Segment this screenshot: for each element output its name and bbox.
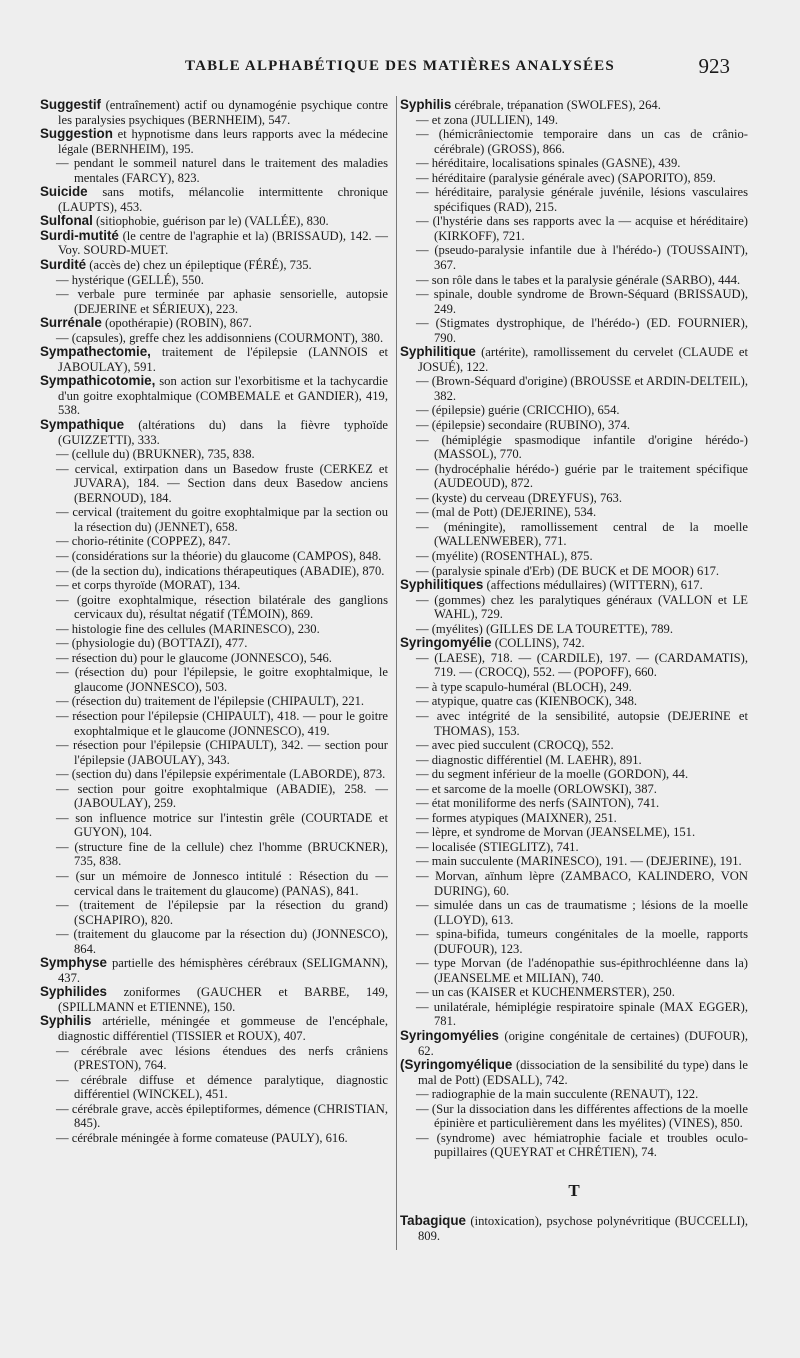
index-entry — [408, 593, 748, 622]
index-entry — [408, 127, 748, 156]
entry-text: — (myélite) (ROSENTHAL), 875. — [416, 548, 593, 563]
entry-headword: Syringomyélies — [400, 1028, 499, 1043]
index-entry — [408, 185, 748, 214]
entry-text: — héréditaire, paralysie générale juvénile, lésions vasculaires spécifiques (RAD), 215. — [416, 185, 748, 214]
entry-text: — état moniliforme des nerfs (SAINTON), 741. — [416, 796, 660, 811]
index-entry — [408, 505, 748, 520]
entry-text: — atypique, quatre cas (KIENBOCK), 348. — [416, 694, 638, 709]
index-entry — [48, 534, 388, 549]
index-entry — [408, 287, 748, 316]
index-entry — [408, 1131, 748, 1160]
entry-text: — Morvan, aïnhum lèpre (ZAMBACO, KALINDERO, VON DURING), 60. — [416, 868, 748, 898]
index-entry — [48, 593, 388, 622]
entry-text: cérébrale, trépanation (SWOLFES), 264. — [454, 98, 661, 112]
entry-text: — héréditaire, localisations spinales (GASNE), 439. — [416, 156, 681, 171]
entry-text: — (épilepsie) guérie (CRICCHIO), 654. — [416, 403, 620, 418]
entry-text: — (LAESE), 718. — (CARDILE), 197. — (CARDAMATIS), 719. — (CROCQ), 552. — (POPOFF), 660. — [416, 650, 748, 680]
entry-text: — (paralysie spinale d'Erb) (DE BUCK et DE MOOR) 617. — [416, 563, 720, 578]
index-entry — [48, 564, 388, 579]
entry-text: — radiographie de la main succulente (RENAUT), 122. — [416, 1087, 699, 1102]
index-entry — [408, 927, 748, 956]
index-entry — [408, 564, 748, 579]
entry-text: — à type scapulo-huméral (BLOCH), 249. — [416, 679, 632, 694]
entry-text: — verbale pure terminée par aphasie sensorielle, autopsie (DEJERINE et SÉRIEUX), 223. — [56, 287, 388, 316]
entry-text: — spinale, double syndrome de Brown-Séquard (BRISSAUD), 249. — [416, 287, 748, 316]
entry-text: — (hydrocéphalie hérédo-) guérie par le traitement spécifique (AUDEOUD), 872. — [416, 461, 748, 491]
entry-text: — pendant le sommeil naturel dans le traitement des maladies mentales (FARCY), 823. — [56, 156, 388, 185]
index-entry — [408, 869, 748, 898]
index-entry — [48, 1044, 388, 1073]
index-entry — [400, 578, 748, 593]
index-entry — [408, 985, 748, 1000]
entry-text: — simulée dans un cas de traumatisme ; lésions de la moelle (LLOYD), 613. — [416, 898, 748, 927]
entry-text: — et sarcome de la moelle (ORLOWSKI), 387. — [416, 781, 657, 796]
index-entry — [408, 418, 748, 433]
entry-text: — lèpre, et syndrome de Morvan (JEANSELME), 151. — [416, 825, 696, 840]
index-entry — [400, 345, 748, 374]
entry-headword: Syphilitique — [400, 344, 476, 360]
entry-text: — localisée (STIEGLITZ), 741. — [416, 839, 579, 854]
entry-headword: Syphilitiques — [400, 577, 484, 593]
index-entry — [40, 956, 388, 985]
entry-text: — cérébrale diffuse et démence paralytique, diagnostic différentiel (WINCKEL), 451. — [56, 1072, 388, 1102]
index-column-left — [40, 98, 388, 1145]
entry-text: — main succulente (MARINESCO), 191. — (DEJERINE), 191. — [416, 854, 742, 869]
index-entry — [408, 753, 748, 768]
index-entry — [48, 622, 388, 637]
entry-text: sans motifs, mélancolie intermittente chronique (LAUPTS), 453. — [58, 185, 388, 214]
index-entry — [408, 403, 748, 418]
entry-text: (altérations du) dans la fièvre typhoïde (GUIZZETTI), 333. — [58, 418, 388, 447]
page-header — [0, 56, 800, 86]
index-entry — [48, 156, 388, 185]
entry-text: (entraînement) actif ou dynamogénie psychique contre les paralysies psychiques (BERNHEIM), 547. — [58, 98, 388, 127]
index-entry — [48, 578, 388, 593]
index-entry — [408, 171, 748, 186]
entry-text: — et zona (JULLIEN), 149. — [416, 112, 558, 127]
index-entry — [400, 636, 748, 651]
index-entry — [40, 185, 388, 214]
section-letter: T — [568, 1180, 580, 1200]
entry-headword: Syphilis — [400, 97, 452, 112]
entry-headword: Syphilis — [40, 1013, 92, 1029]
index-entry — [48, 811, 388, 840]
entry-text: — (résection du) traitement de l'épilepsie (CHIPAULT), 221. — [56, 694, 365, 709]
index-entry — [408, 694, 748, 709]
index-entry — [48, 1102, 388, 1131]
entry-text: — et corps thyroïde (MORAT), 134. — [56, 578, 241, 593]
entry-text: — résection pour l'épilepsie (CHIPAULT), 342. — section pour l'épilepsie (JABOULAY), 343. — [56, 738, 388, 767]
index-entry — [408, 825, 748, 840]
index-entry — [40, 985, 388, 1014]
index-entry — [408, 1087, 748, 1102]
entry-headword: Surdi-mutité — [40, 227, 119, 243]
entry-text: — (physiologie du) (BOTTAZI), 477. — [56, 636, 248, 651]
entry-text: — (Stigmates dystrophique, de l'hérédo-) (ED. FOURNIER), 790. — [416, 316, 748, 345]
entry-headword: Syphilides — [40, 984, 107, 1000]
entry-text: — spina-bifida, tumeurs congénitales de la moelle, rapports (DUFOUR), 123. — [416, 927, 748, 956]
index-entry — [48, 287, 388, 316]
entry-text: — (méningite), ramollissement central de la moelle (WALLENWEBER), 771. — [416, 519, 748, 549]
entry-headword: Sympathicotomie, — [40, 373, 156, 389]
entry-text: — (traitement de l'épilepsie par la résection du grand) (SCHAPIRO), 820. — [56, 898, 388, 927]
index-entry — [408, 782, 748, 797]
entry-headword: Syringomyélie — [400, 635, 492, 651]
index-entry — [48, 651, 388, 666]
entry-text: — section pour goitre exophtalmique (ABADIE), 258. — (JABOULAY), 259. — [56, 781, 388, 811]
entry-headword: Suggestion — [40, 126, 113, 142]
entry-text: (dissociation de la sensibilité du type) dans le mal de Pott) (EDSALL), 742. — [418, 1058, 748, 1087]
index-entry — [408, 854, 748, 869]
index-entries-right — [400, 98, 748, 1160]
entry-text: (intoxication), psychose polynévritique (BUCCELLI), 809. — [418, 1214, 748, 1244]
index-entry — [40, 1014, 388, 1043]
entry-text: — (capsules), greffe chez les addisonniens (COURMONT), 380. — [56, 330, 384, 345]
index-entry — [48, 869, 388, 898]
entry-text: — hystérique (GELLÉ), 550. — [56, 272, 204, 287]
entry-text: (origine congénitale de certaines) (DUFOUR), 62. — [418, 1029, 748, 1058]
entry-text: — (cellule du) (BRUKNER), 735, 838. — [56, 447, 255, 462]
entry-text: zoniformes (GAUCHER et BARBE, 149, (SPILLMANN et ETIENNE), 150. — [58, 985, 388, 1014]
index-entry — [408, 1000, 748, 1029]
entry-text: — (section du) dans l'épilepsie expérimentale (LABORDE), 873. — [56, 767, 386, 782]
entry-text: — (hémiplégie spasmodique infantile d'origine hérédo-) (MASSOL), 770. — [416, 432, 748, 462]
index-entry — [48, 927, 388, 956]
entry-text: — (de la section du), indications thérapeutiques (ABADIE), 870. — [56, 563, 385, 578]
entry-text: — (sur un mémoire de Jonnesco intitulé : Résection du — cervical dans le traitement du glaucome) (PANAS), 841. — [56, 868, 388, 898]
entry-text: — (mal de Pott) (DEJERINE), 534. — [416, 505, 597, 520]
entry-headword: Suggestif — [40, 97, 102, 112]
index-entry — [48, 273, 388, 288]
index-entry — [408, 651, 748, 680]
entry-text: son action sur l'exorbitisme et la tachycardie d'un goitre exophtalmique (COMBEMALE et GANDIER), 419, 538. — [58, 374, 388, 418]
entry-text: — (Brown-Séquard d'origine) (BROUSSE et ARDIN-DELTEIL), 382. — [416, 374, 748, 403]
entry-text: — (Sur la dissociation dans les différentes affections de la moelle épinière et particulièrement dans les myélites) (VINES), 850. — [416, 1101, 748, 1131]
entry-headword: Sulfonal — [40, 213, 93, 229]
index-entry — [408, 680, 748, 695]
entry-text: — (structure fine de la cellule) chez l'homme (BRUCKNER), 735, 838. — [56, 839, 388, 869]
entry-headword: Symphyse — [40, 955, 107, 971]
entry-text: — diagnostic différentiel (M. LAEHR), 891. — [416, 752, 642, 767]
entry-text: — (hémicrâniectomie temporaire dans un cas de crânio-cérébrale) (GROSS), 866. — [416, 127, 748, 156]
index-entry — [48, 694, 388, 709]
entry-text: (opothérapie) (ROBIN), 867. — [104, 316, 252, 331]
entry-text: (artérite), ramollissement du cervelet (CLAUDE et JOSUÉ), 122. — [418, 345, 748, 374]
index-entry — [48, 738, 388, 767]
index-entry — [408, 316, 748, 345]
entry-text: (le centre de l'agraphie et la) (BRISSAUD), 142. — Voy. SOURD-MUET. — [58, 228, 388, 258]
index-entry — [408, 243, 748, 272]
entry-text: traitement de l'épilepsie (LANNOIS et JABOULAY), 591. — [58, 345, 388, 374]
index-entry — [408, 622, 748, 637]
entry-text: — son influence motrice sur l'intestin grêle (COURTADE et GUYON), 104. — [56, 810, 388, 840]
entry-headword: Suicide — [40, 184, 88, 200]
entry-headword: Sympathectomie, — [40, 344, 151, 360]
entry-headword: (Syringomyélique — [400, 1057, 513, 1073]
entry-text: — cérébrale grave, accès épileptiformes, démence (CHRISTIAN, 845). — [56, 1101, 388, 1131]
index-entry — [40, 316, 388, 331]
index-entry — [48, 1131, 388, 1146]
entry-text: — formes atypiques (MAIXNER), 251. — [416, 810, 617, 825]
entry-text: (affections médullaires) (WITTERN), 617. — [486, 578, 703, 593]
index-entry — [408, 156, 748, 171]
index-entry — [408, 738, 748, 753]
index-entry — [408, 796, 748, 811]
index-entry — [408, 273, 748, 288]
entry-headword: Sympathique — [40, 417, 125, 433]
index-entry — [408, 811, 748, 826]
entry-text: — son rôle dans le tabes et la paralysie générale (SARBO), 444. — [416, 272, 741, 287]
index-entry — [408, 113, 748, 128]
index-entry — [408, 767, 748, 782]
entry-text: — (goitre exophtalmique, résection bilatérale des ganglions cervicaux du), résultat négatif (TÉMOIN), 869. — [56, 592, 388, 622]
index-entry — [48, 549, 388, 564]
index-entry — [48, 462, 388, 506]
entry-text: — avec intégrité de la sensibilité, autopsie (DEJERINE et THOMAS), 153. — [416, 708, 748, 738]
entry-text: — (considérations sur la théorie) du glaucome (CAMPOS), 848. — [56, 548, 382, 563]
index-entry — [40, 98, 388, 127]
entry-text: — du segment inférieur de la moelle (GORDON), 44. — [416, 767, 689, 782]
entry-text: — histologie fine des cellules (MARINESCO), 230. — [56, 621, 320, 636]
index-entry — [40, 374, 388, 418]
index-entry — [40, 345, 388, 374]
entry-headword: Surdité — [40, 257, 87, 273]
index-entry — [40, 258, 388, 273]
index-entry — [408, 956, 748, 985]
entry-text: — résection pour l'épilepsie (CHIPAULT), 418. — pour le goitre exophtalmique et le glaucome (JONNESCO), 419. — [56, 708, 388, 738]
entry-text: — cervical, extirpation dans un Basedow fruste (CERKEZ et JUVARA), 184. — Section dans deux Basedow anciens (BERNOUD), 184. — [56, 461, 388, 505]
index-entry — [40, 418, 388, 447]
entry-text: — résection du) pour le glaucome (JONNESCO), 546. — [56, 650, 332, 665]
entry-text: — (épilepsie) secondaire (RUBINO), 374. — [416, 418, 631, 433]
entry-text: (sitiophobie, guérison par le) (VALLÉE), 830. — [95, 214, 329, 229]
index-entry — [48, 709, 388, 738]
entry-text: — cérébrale méningée à forme comateuse (PAULY), 616. — [56, 1130, 348, 1145]
index-entries-section-t — [400, 1214, 748, 1243]
index-column-right — [400, 98, 748, 1244]
entry-text: et hypnotisme dans leurs rapports avec la médecine légale (BERNHEIM), 195. — [58, 127, 388, 156]
index-entry — [400, 1214, 748, 1243]
index-entry — [48, 1073, 388, 1102]
entry-text: — unilatérale, hémiplégie respiratoire spinale (MAX EGGER), 781. — [416, 999, 748, 1029]
entry-text: (accès de) chez un épileptique (FÉRÉ), 735. — [89, 258, 312, 273]
index-entry — [408, 898, 748, 927]
entry-text: — avec pied succulent (CROCQ), 552. — [416, 738, 614, 753]
entry-text: — (l'hystérie dans ses rapports avec la — acquise et héréditaire) (KIRKOFF), 721. — [416, 214, 748, 243]
entry-text: (COLLINS), 742. — [494, 636, 585, 651]
index-entry — [48, 331, 388, 346]
index-entry — [48, 840, 388, 869]
entry-headword: Tabagique — [400, 1213, 466, 1229]
index-entry — [408, 549, 748, 564]
index-entry — [48, 782, 388, 811]
entry-text: — un cas (KAISER et KUCHENMERSTER), 250. — [416, 985, 675, 1000]
entry-text: artérielle, méningée et gommeuse de l'encéphale, diagnostic différentiel (TISSIER et ROUX), 407. — [58, 1014, 388, 1043]
index-entry — [408, 433, 748, 462]
index-entry — [48, 447, 388, 462]
entry-text: — (myélites) (GILLES DE LA TOURETTE), 789. — [416, 621, 673, 636]
entry-text: — héréditaire (paralysie générale avec) (SAPORITO), 859. — [416, 170, 716, 185]
entry-text: — cérébrale avec lésions étendues des nerfs crâniens (PRESTON), 764. — [56, 1043, 388, 1073]
index-entry — [408, 840, 748, 855]
index-entry — [40, 214, 388, 229]
entry-text: — (résection du) pour l'épilepsie, le goitre exophtalmique, le glaucome (JONNESCO), 503. — [56, 665, 388, 694]
index-entry — [48, 767, 388, 782]
entry-text: — (pseudo-paralysie infantile due à l'hérédo-) (TOUSSAINT), 367. — [416, 243, 748, 273]
index-entry — [408, 520, 748, 549]
index-entry — [408, 462, 748, 491]
entry-text: — type Morvan (de l'adénopathie sus-épithrochléenne dans la) (JEANSELME et MILIAN), 740. — [416, 956, 748, 985]
index-entry — [48, 505, 388, 534]
entry-text: partielle des hémisphères cérébraux (SELIGMANN), 437. — [58, 956, 388, 985]
entry-text: — cervical (traitement du goitre exophtalmique par la section ou la résection du) (JENNET), 658. — [56, 505, 388, 534]
running-title: TABLE ALPHABÉTIQUE DES MATIÈRES ANALYSÉES — [185, 58, 615, 74]
index-entry — [48, 665, 388, 694]
index-entry — [48, 636, 388, 651]
index-entry — [48, 898, 388, 927]
page-number: 923 — [698, 54, 730, 78]
index-entry — [40, 127, 388, 156]
index-entry — [408, 709, 748, 738]
index-entry — [40, 229, 388, 258]
index-entry — [400, 1058, 748, 1087]
index-entry — [400, 98, 748, 113]
index-entry — [408, 1102, 748, 1131]
entry-headword: Surrénale — [40, 315, 102, 331]
index-entry — [408, 491, 748, 506]
index-entry — [408, 374, 748, 403]
index-entry — [400, 1029, 748, 1058]
column-divider — [396, 96, 397, 1250]
entry-text: — (gommes) chez les paralytiques généraux (VALLON et LE WAHL), 729. — [416, 592, 748, 622]
entry-text: — (kyste) du cerveau (DREYFUS), 763. — [416, 490, 623, 505]
entry-text: — chorio-rétinite (COPPEZ), 847. — [56, 534, 231, 549]
entry-text: — (traitement du glaucome par la résection du) (JONNESCO), 864. — [56, 927, 388, 956]
index-entry — [408, 214, 748, 243]
entry-text: — (syndrome) avec hémiatrophie faciale et troubles oculo-pupillaires (QUEYRAT et CHRÉTIEN), 74. — [416, 1130, 748, 1160]
